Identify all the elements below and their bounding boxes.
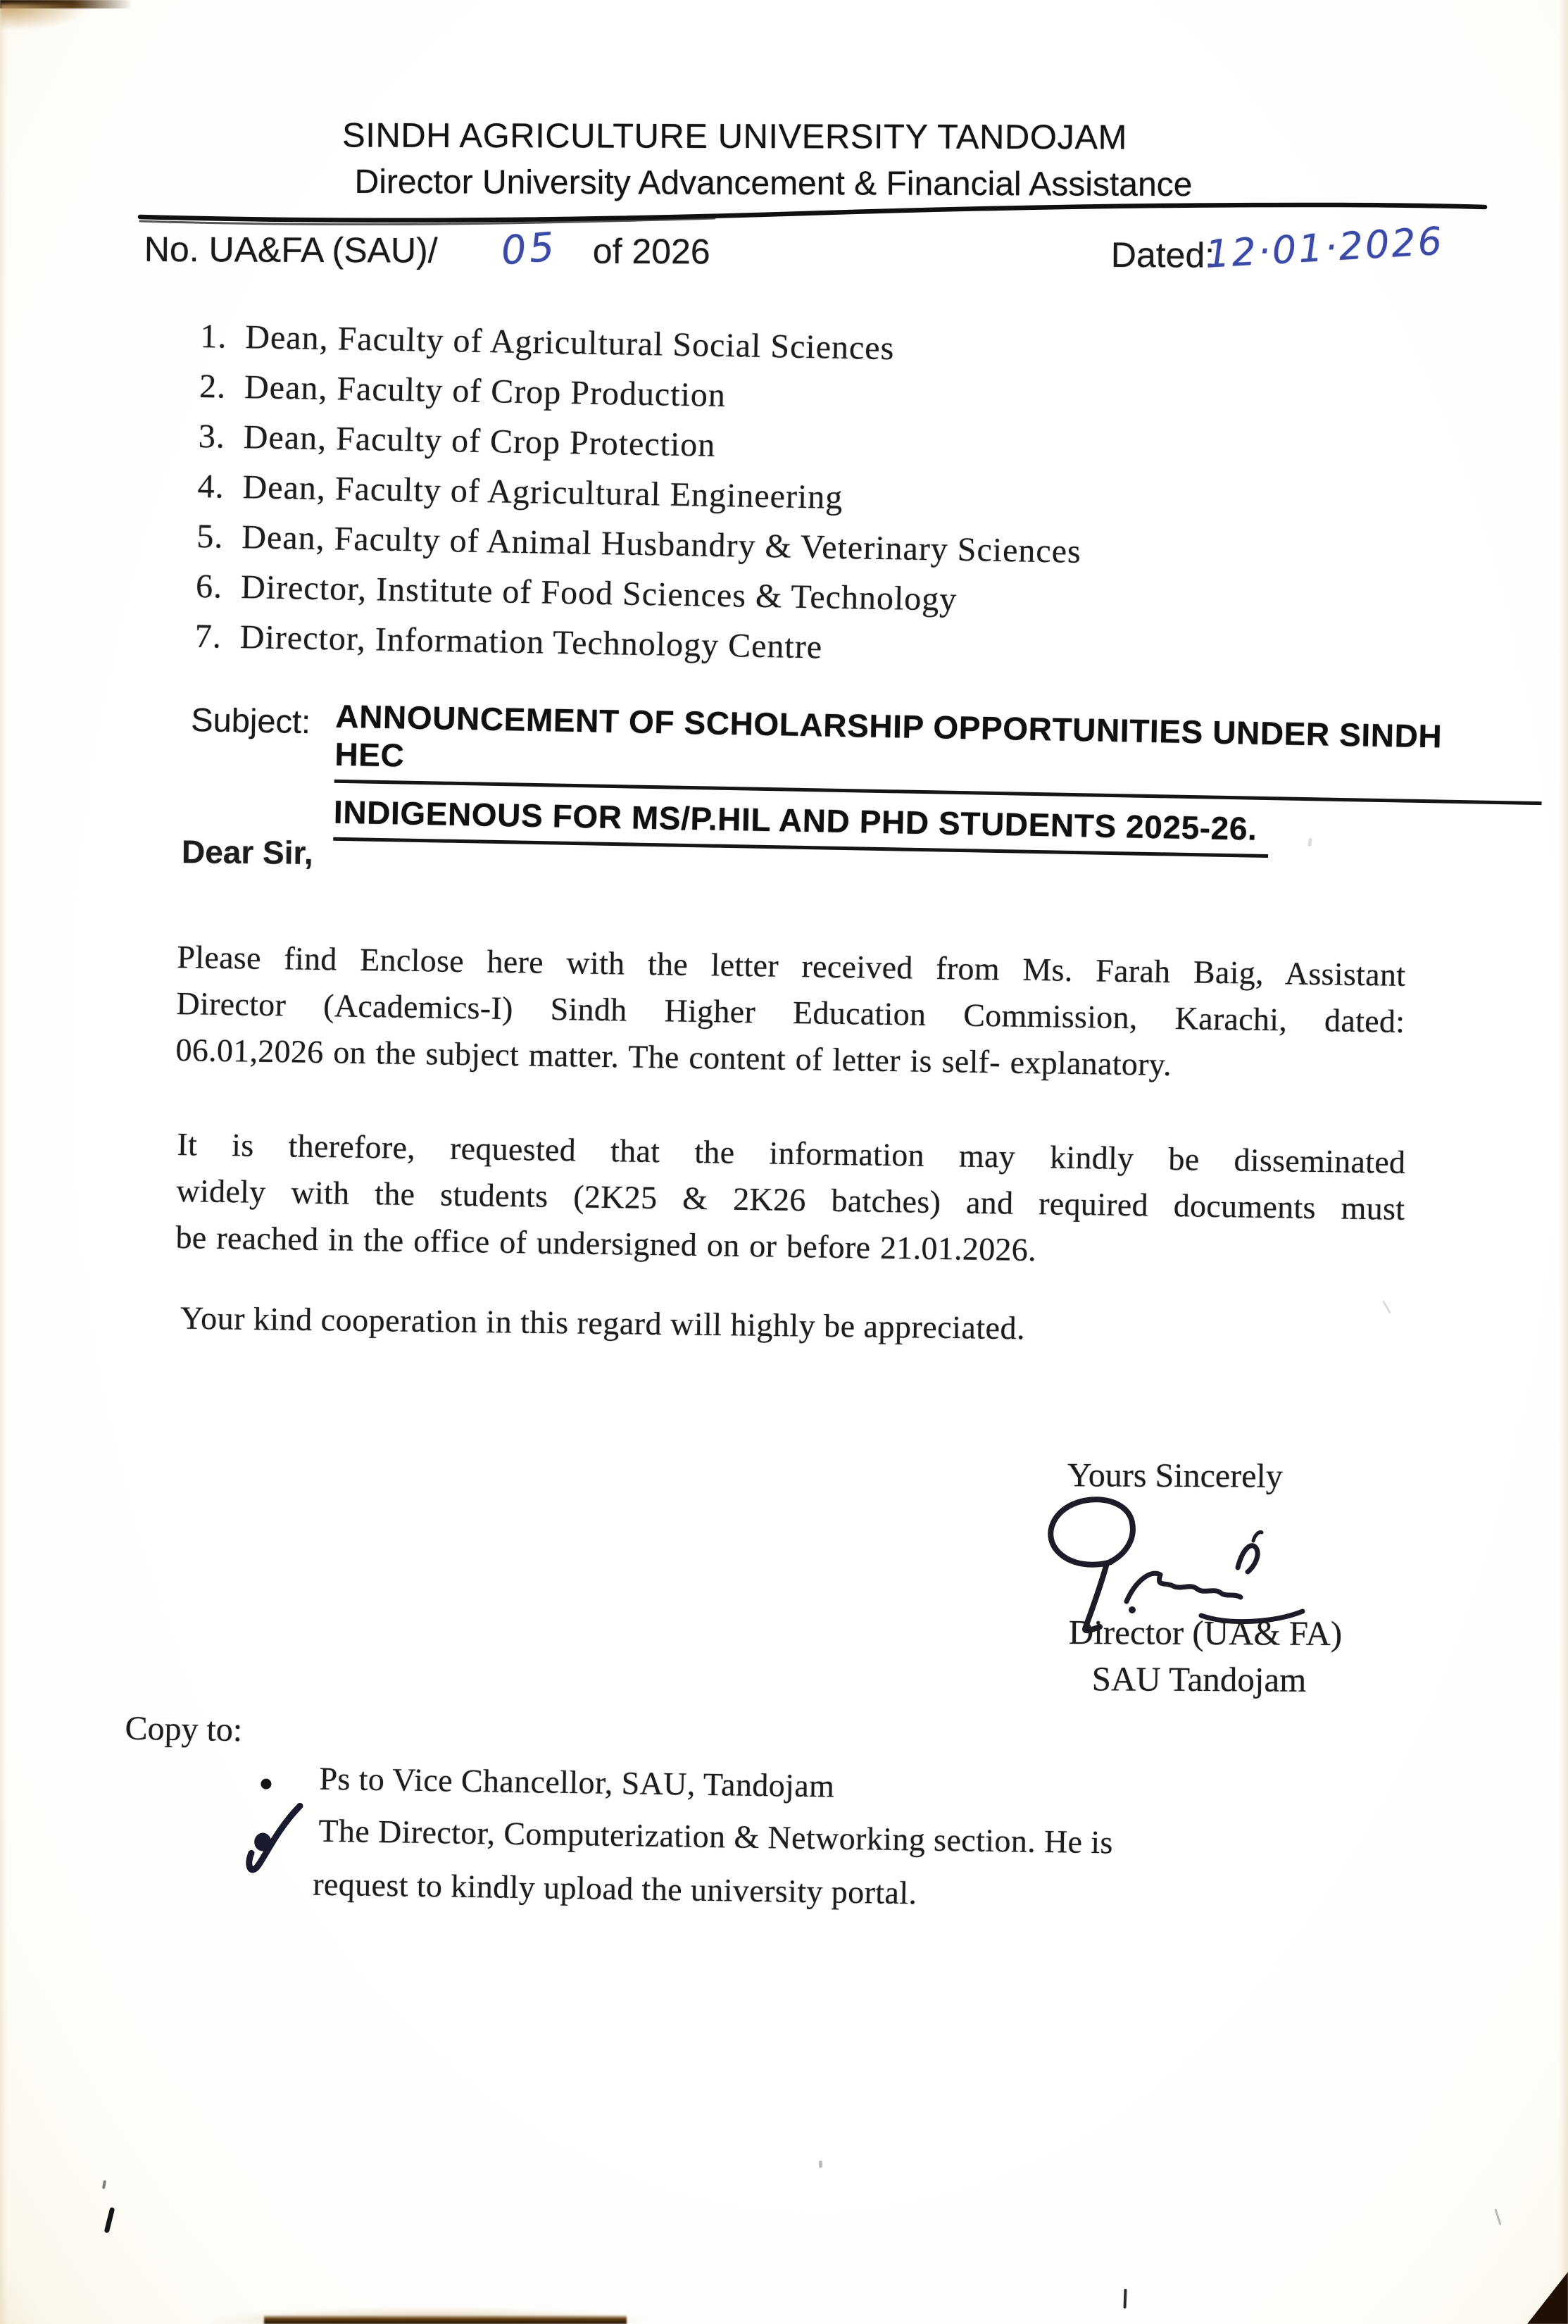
salutation: Dear Sir, <box>181 833 313 871</box>
recipient-item: 3. Dean, Faculty of Crop Protection <box>198 417 716 464</box>
paragraph-line: It is therefore, requested that the information may kindly be disseminated <box>177 1125 1406 1180</box>
scan-artifact-speck <box>1494 2209 1501 2225</box>
body-paragraph-1 <box>175 934 1406 1092</box>
copy-to-section <box>0 1707 1568 1970</box>
scan-artifact-speck <box>1382 1301 1391 1314</box>
subject-block <box>189 694 1543 863</box>
scan-artifact-top-left-strip <box>0 0 132 8</box>
copy-to-label: Copy to: <box>125 1709 243 1749</box>
copy-item-2-line-2: request to kindly upload the university portal. <box>312 1866 917 1911</box>
department-name: Director University Advancement & Financial Assistance <box>354 163 1193 204</box>
reference-label: No. UA&FA (SAU)/ <box>144 229 438 270</box>
paragraph-line: 06.01,2026 on the subject matter. The content of letter is self- explanatory. <box>175 1031 1172 1082</box>
copy-item-1: Ps to Vice Chancellor, SAU, Tandojam <box>319 1760 835 1804</box>
recipient-item: 7. Director, Information Technology Centre <box>194 617 823 666</box>
paragraph-line: Director (Academics-I) Sindh Higher Education Commission, Karachi, dated: <box>176 985 1405 1039</box>
recipient-item: 4. Dean, Faculty of Agricultural Engineering <box>197 467 843 516</box>
reference-number-handwritten: 05 <box>499 224 559 275</box>
scan-artifact-bottom-smear <box>211 2308 648 2323</box>
recipient-item: 2. Dean, Faculty of Crop Production <box>199 367 727 415</box>
paragraph-line: widely with the students (2K25 & 2K26 batches) and required documents must <box>176 1172 1405 1227</box>
scan-artifact-speck <box>1124 2289 1127 2309</box>
scan-artifact-left-edge <box>0 0 7 2324</box>
paragraph-line: be reached in the office of undersigned on or before 21.01.2026. <box>175 1218 1037 1268</box>
header-rule <box>137 201 1489 225</box>
scan-artifact-speck <box>819 2161 822 2168</box>
recipient-item: 1. Dean, Faculty of Agricultural Social Sciences <box>199 317 895 368</box>
body-paragraph-3: Your kind cooperation in this regard will highly be appreciated. <box>180 1299 1026 1347</box>
recipient-item: 5. Dean, Faculty of Animal Husbandry & Veterinary Sciences <box>196 517 1082 570</box>
subject-label: Subject: <box>190 700 311 741</box>
signer-organization: SAU Tandojam <box>1091 1659 1307 1699</box>
copy-item-2-line-1: The Director, Computerization & Networking section. He is <box>318 1812 1114 1861</box>
signer-title: Director (UA& FA) <box>1068 1612 1343 1654</box>
closing-phrase: Yours Sincerely <box>1067 1456 1283 1495</box>
scan-artifact-pen-mark <box>104 2207 115 2234</box>
scan-artifact-bottom-right-corner <box>1527 2272 1568 2324</box>
university-name: SINDH AGRICULTURE UNIVERSITY TANDOJAM <box>342 116 1127 157</box>
reference-year: of 2026 <box>592 231 710 272</box>
date-handwritten: 12·01·2026 <box>1204 218 1445 277</box>
scan-artifact-speck <box>102 2180 106 2189</box>
subject-line-2: INDIGENOUS FOR MS/P.HIL AND PHD STUDENTS 2025-26. <box>333 783 1541 863</box>
paragraph-line: Please find Enclose here with the letter received from Ms. Farah Baig, Assistant <box>177 938 1406 993</box>
date-label: Dated: <box>1110 235 1215 275</box>
scan-artifact-bottom-band <box>264 2315 627 2324</box>
recipient-item: 6. Director, Institute of Food Sciences & Technology <box>195 567 958 618</box>
scan-artifact-right-edge <box>1559 0 1568 2324</box>
checkmark-icon <box>235 1801 314 1887</box>
subject-line-1: ANNOUNCEMENT OF SCHOLARSHIP OPPORTUNITIES UNDER SINDH HEC <box>334 697 1543 805</box>
recipient-list <box>194 311 1397 682</box>
bullet-icon <box>261 1779 271 1789</box>
scan-artifact-top-left-tan <box>0 4 88 30</box>
reference-line <box>0 218 1568 308</box>
body-paragraph-2 <box>175 1121 1406 1279</box>
